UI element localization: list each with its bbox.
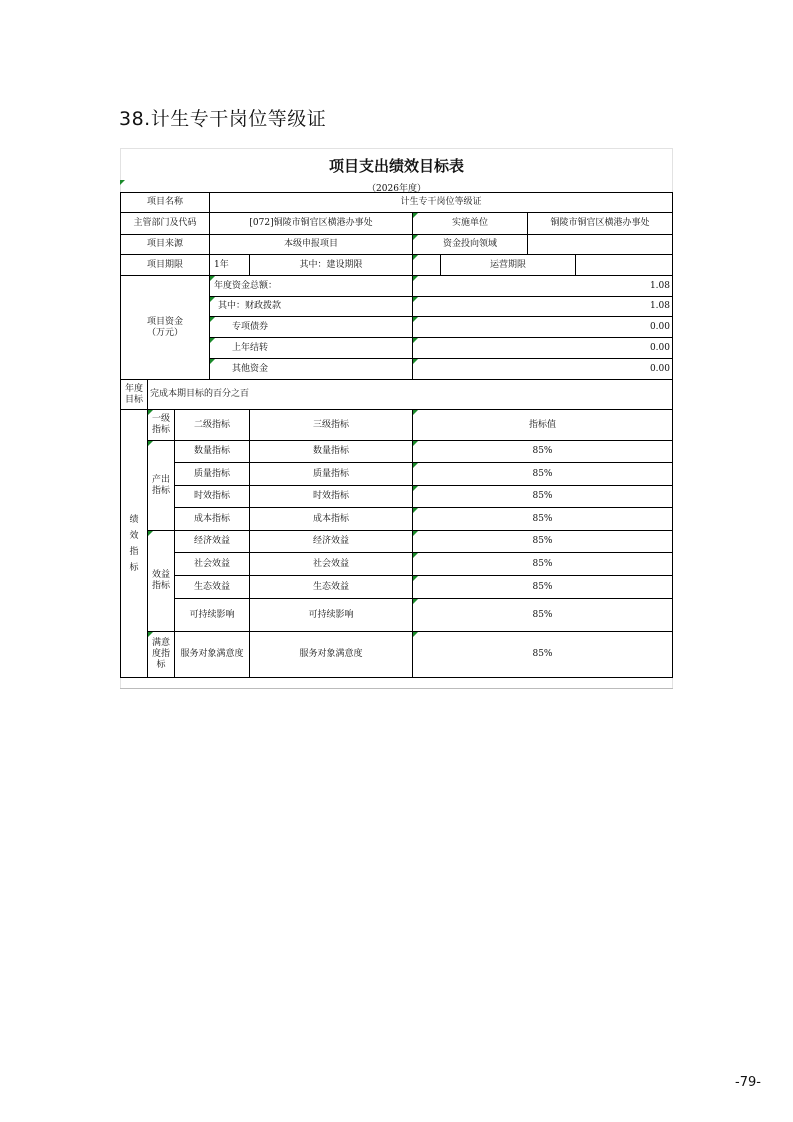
l3-cell: 社会效益 [250, 553, 413, 576]
l2-cell: 经济效益 [175, 531, 250, 553]
table-title: 项目支出绩效目标表 [328, 157, 464, 175]
value-cell: 85% [413, 553, 673, 576]
side-char: 效 [129, 530, 139, 541]
annual-goal-label-2: 目标 [124, 394, 143, 405]
value-cell: 85% [413, 441, 673, 463]
header-level1 [148, 410, 175, 441]
value-cell: 85% [413, 508, 673, 531]
group-satisfaction-c: 标 [156, 660, 166, 670]
group-output-a: 产出 [151, 474, 170, 485]
funds-bond-value: 0.00 [413, 317, 673, 338]
value-cell: 85% [413, 531, 673, 553]
l2-cell: 数量指标 [175, 441, 250, 463]
header-value: 指标值 [413, 410, 673, 441]
l2-cell: 生态效益 [175, 576, 250, 599]
value-cell: 85% [413, 599, 673, 632]
funds-fiscal-value: 1.08 [413, 297, 673, 317]
l2-cell: 时效指标 [175, 486, 250, 508]
indicators-side-label [120, 410, 148, 678]
value-cell: 85% [413, 463, 673, 486]
header-level1-a: 一级 [151, 414, 170, 424]
l3-cell: 质量指标 [250, 463, 413, 486]
project-name-value: 计生专干岗位等级证 [210, 192, 673, 213]
l2-cell: 质量指标 [175, 463, 250, 486]
fund-field-label: 资金投向领域 [413, 235, 528, 255]
l2-cell: 成本指标 [175, 508, 250, 531]
l2-cell: 服务对象满意度 [175, 632, 250, 678]
section-heading: 38.计生专干岗位等级证 [119, 108, 327, 130]
source-label: 项目来源 [120, 235, 210, 255]
funds-unit: （万元） [146, 327, 183, 338]
source-value: 本级申报项目 [210, 235, 413, 255]
funds-bond-label: 专项债券 [210, 317, 413, 338]
funds-label: 项目资金 [146, 316, 183, 327]
funds-other-label: 其他资金 [210, 359, 413, 380]
funds-other-value: 0.00 [413, 359, 673, 380]
l3-cell: 数量指标 [250, 441, 413, 463]
l3-cell: 成本指标 [250, 508, 413, 531]
value-cell: 85% [413, 576, 673, 599]
l3-cell: 服务对象满意度 [250, 632, 413, 678]
header-level3: 三级指标 [250, 410, 413, 441]
op-period-value [576, 255, 673, 276]
funds-fiscal-label: 其中：财政拨款 [210, 297, 413, 317]
group-output-b: 指标 [151, 485, 170, 496]
value-cell: 85% [413, 486, 673, 508]
funds-carryover-value: 0.00 [413, 338, 673, 359]
value-cell: 85% [413, 632, 673, 678]
annual-goal-label [120, 380, 148, 410]
project-name-label: 项目名称 [120, 192, 210, 213]
l2-cell: 可持续影响 [175, 599, 250, 632]
annual-goal-label-1: 年度 [124, 383, 143, 394]
l2-cell: 社会效益 [175, 553, 250, 576]
group-satisfaction-b: 度指 [151, 649, 170, 659]
period-label: 项目期限 [120, 255, 210, 276]
build-period-label: 其中：建设期限 [250, 255, 413, 276]
l3-cell: 经济效益 [250, 531, 413, 553]
page-number: -79- [735, 1075, 761, 1090]
impl-unit-label: 实施单位 [413, 213, 528, 235]
side-char: 绩 [129, 514, 139, 525]
op-period-label: 运营期限 [441, 255, 576, 276]
l3-cell: 时效指标 [250, 486, 413, 508]
header-level2: 二级指标 [175, 410, 250, 441]
fund-field-value [528, 235, 673, 255]
group-satisfaction-label [148, 632, 175, 678]
l3-cell: 生态效益 [250, 576, 413, 599]
header-level1-b: 指标 [151, 425, 170, 435]
annual-goal-value: 完成本期目标的百分之百 [148, 380, 673, 410]
dept-value: [072]铜陵市铜官区横港办事处 [210, 213, 413, 235]
funds-total-value: 1.08 [413, 276, 673, 297]
table-bottom-rule [120, 688, 673, 689]
group-benefit-b: 指标 [151, 581, 170, 591]
group-satisfaction-a: 满意 [151, 638, 170, 648]
table-year: （2026年度） [367, 184, 426, 194]
side-char: 指 [129, 546, 139, 557]
funds-label-cell [120, 276, 210, 380]
funds-total-label: 年度资金总额： [210, 276, 413, 297]
impl-unit-value: 铜陵市铜官区横港办事处 [528, 213, 673, 235]
build-period-value [413, 255, 441, 276]
group-benefit-a: 效益 [151, 570, 170, 580]
group-output-label [148, 441, 175, 531]
side-char: 标 [129, 562, 139, 573]
l3-cell: 可持续影响 [250, 599, 413, 632]
period-value: 1年 [210, 255, 250, 276]
dept-label: 主管部门及代码 [120, 213, 210, 235]
group-benefit-label [148, 531, 175, 632]
funds-carryover-label: 上年结转 [210, 338, 413, 359]
